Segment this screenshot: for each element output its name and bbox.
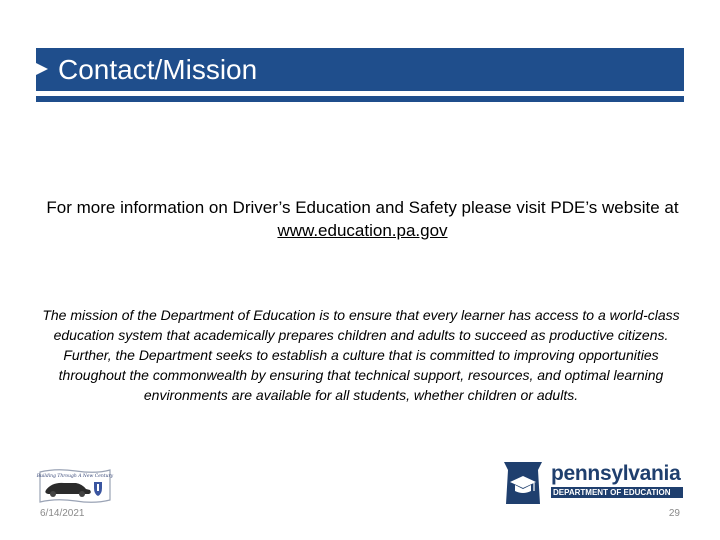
title-underline [36,96,684,102]
footer-date: 6/14/2021 [40,508,85,519]
pa-logo-department: DEPARTMENT OF EDUCATION [551,487,683,498]
pa-logo-name: pennsylvania [551,462,681,485]
pde-website-link[interactable]: www.education.pa.gov [277,221,448,240]
arrow-bullet-icon [36,63,48,75]
contact-info [40,196,685,242]
keystone-icon [500,460,546,506]
plate-caption: Building Through A New Century [36,474,114,479]
page-number: 29 [668,508,680,519]
mission-statement: The mission of the Department of Education is to ensure that every learner has access to a world-class education system that academically prepares children and adults to succeed as productive citizens. Further, the Department seeks to establish a culture that is committed to improving opportunities throughout the commonwealth by ensuring that technical support, resources, and optimal learning environments are available for all students, whether children or adults. [42,307,680,403]
slide-title: Contact/Mission [58,54,258,85]
license-plate-logo [36,466,114,506]
contact-info-text: For more information on Driver’s Education and Safety please visit PDE’s website at [46,198,679,217]
